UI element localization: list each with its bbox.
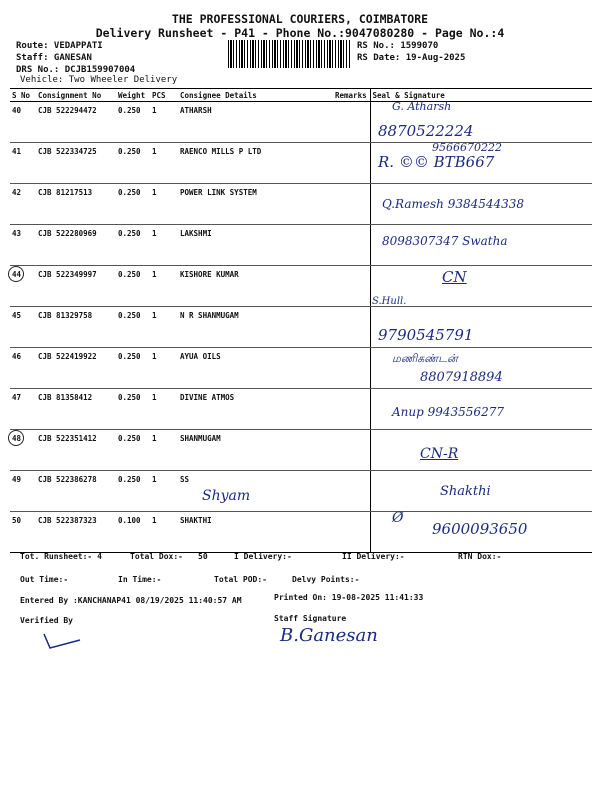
cell-consignment: CJB 522280969: [36, 225, 116, 266]
verified-by-label: Verified By: [20, 616, 73, 625]
row-44-circle-mark: [8, 266, 24, 282]
table-row: [10, 389, 592, 430]
cell-remarks: [333, 266, 370, 307]
route-label: Route: VEDAPPATI: [16, 41, 103, 51]
table-row: [10, 348, 592, 389]
signature-40-name: G. Atharsh: [392, 100, 452, 113]
cell-pcs: 1: [150, 184, 178, 225]
cell-remarks: [333, 225, 370, 266]
cell-consignee: SHANMUGAM: [178, 430, 333, 471]
cell-remarks: [333, 348, 370, 389]
cell-sno: 45: [10, 307, 36, 348]
cell-pcs: 1: [150, 430, 178, 471]
i-delivery: I Delivery:-: [234, 552, 292, 561]
signature-49-shakthi: Shakthi: [440, 484, 491, 499]
cell-pcs: 1: [150, 512, 178, 553]
cell-weight: 0.250: [116, 430, 150, 471]
rs-date: RS Date: 19-Aug-2025: [357, 53, 466, 63]
signature-45-name: S.Hull.: [372, 296, 407, 307]
total-runsheet: Tot. Runsheet:- 4: [20, 552, 102, 561]
header-weight: Weight: [116, 89, 150, 102]
ii-delivery: II Delivery:-: [342, 552, 405, 561]
cell-consignee: AYUA OILS: [178, 348, 333, 389]
cell-pcs: 1: [150, 471, 178, 512]
cell-consignment: CJB 81217513: [36, 184, 116, 225]
cell-consignee: SS: [178, 471, 333, 512]
cell-sno: 41: [10, 143, 36, 184]
cell-consignee: SHAKTHI: [178, 512, 333, 553]
cell-consignee: KISHORE KUMAR: [178, 266, 333, 307]
cell-weight: 0.250: [116, 307, 150, 348]
cell-consignee: RAENCO MILLS P LTD: [178, 143, 333, 184]
table-row: [10, 102, 592, 143]
header-pcs: PCS: [150, 89, 178, 102]
signature-43: 8098307347 Swatha: [382, 234, 508, 248]
cell-consignment: CJB 522334725: [36, 143, 116, 184]
cell-sno: 50: [10, 512, 36, 553]
cell-pcs: 1: [150, 389, 178, 430]
runsheet-subtitle: Delivery Runsheet - P41 - Phone No.:9047080280 - Page No.:4: [95, 26, 505, 40]
drs-label: DRS No.: DCJB159907004: [16, 65, 136, 75]
cell-remarks: [333, 184, 370, 225]
cell-consignment: CJB 522294472: [36, 102, 116, 143]
cell-weight: 0.250: [116, 143, 150, 184]
out-time: Out Time:-: [20, 575, 69, 584]
verified-checkmark: [40, 630, 84, 652]
header-remarks: Remarks: [333, 89, 370, 102]
cell-consignee: ATHARSH: [178, 102, 333, 143]
signature-44: CN: [442, 268, 467, 286]
total-pod: Total POD:-: [214, 575, 267, 584]
cell-remarks: [333, 430, 370, 471]
table-row: [10, 430, 592, 471]
cell-signature: [370, 430, 592, 471]
in-time: In Time:-: [118, 575, 162, 584]
cell-pcs: 1: [150, 225, 178, 266]
table-row: [10, 266, 592, 307]
cell-weight: 0.250: [116, 184, 150, 225]
vehicle-label: Vehicle: Two Wheeler Delivery: [20, 75, 178, 85]
signature-50-mark: Ø: [392, 510, 404, 526]
cell-remarks: [333, 471, 370, 512]
cell-remarks: [333, 307, 370, 348]
header-consignee: Consignee Details: [178, 89, 333, 102]
cell-remarks: [333, 512, 370, 553]
table-row: [10, 471, 592, 512]
signature-42: Q.Ramesh 9384544338: [382, 197, 525, 211]
cell-consignment: CJB 522351412: [36, 430, 116, 471]
cell-consignee: N R SHANMUGAM: [178, 307, 333, 348]
rtn-dox: RTN Dox:-: [458, 552, 502, 561]
table-header-row: [10, 89, 592, 102]
cell-pcs: 1: [150, 348, 178, 389]
cell-pcs: 1: [150, 102, 178, 143]
total-dox-value: 50: [198, 552, 208, 561]
barcode: [228, 40, 350, 68]
cell-consignment: CJB 522386278: [36, 471, 116, 512]
header-sno: S No: [10, 89, 36, 102]
signature-48: CN-R: [420, 446, 459, 462]
cell-sno: 47: [10, 389, 36, 430]
cell-sno: 46: [10, 348, 36, 389]
cell-consignee: POWER LINK SYSTEM: [178, 184, 333, 225]
cell-consignment: CJB 81358412: [36, 389, 116, 430]
signature-40-phone: 8870522224: [378, 122, 474, 140]
company-title: THE PROFESSIONAL COURIERS, COIMBATORE: [171, 12, 429, 26]
cell-remarks: [333, 143, 370, 184]
cell-sno: 42: [10, 184, 36, 225]
cell-sno: 43: [10, 225, 36, 266]
table-row: [10, 307, 592, 348]
delivery-points: Delvy Points:-: [292, 575, 360, 584]
cell-remarks: [333, 102, 370, 143]
entered-by: Entered By :KANCHANAP41 08/19/2025 11:40:57 AM: [20, 596, 242, 605]
signature-45-phone: 9790545791: [378, 326, 474, 344]
cell-sno: 49: [10, 471, 36, 512]
signature-46-name: மணிகண்டன்: [392, 352, 458, 365]
cell-consignment: CJB 81329758: [36, 307, 116, 348]
cell-consignment: CJB 522419922: [36, 348, 116, 389]
runsheet-table: [10, 88, 592, 553]
signature-47: Anup 9943556277: [392, 405, 504, 419]
cell-consignee: LAKSHMI: [178, 225, 333, 266]
staff-label: Staff: GANESAN: [16, 53, 92, 63]
signature-41-phone: 9566670222: [432, 141, 502, 154]
table-row: [10, 143, 592, 184]
cell-weight: 0.250: [116, 266, 150, 307]
cell-remarks: [333, 389, 370, 430]
cell-pcs: 1: [150, 266, 178, 307]
cell-sno: 40: [10, 102, 36, 143]
printed-on: Printed On: 19-08-2025 11:41:33: [274, 593, 424, 602]
cell-weight: 0.250: [116, 225, 150, 266]
cell-weight: 0.250: [116, 471, 150, 512]
total-dox-label: Total Dox:-: [130, 552, 183, 561]
cell-sno: 44: [10, 266, 36, 307]
row-48-circle-mark: [8, 430, 24, 446]
header-consignment: Consignment No: [36, 89, 116, 102]
rs-number: RS No.: 1599070: [357, 41, 439, 51]
cell-weight: 0.250: [116, 348, 150, 389]
staff-signature-label: Staff Signature: [274, 614, 347, 623]
cell-sno: 48: [10, 430, 36, 471]
cell-consignment: CJB 522387323: [36, 512, 116, 553]
cell-pcs: 1: [150, 143, 178, 184]
signature-49-shyam: Shyam: [202, 488, 251, 504]
cell-consignee: DIVINE ATMOS: [178, 389, 333, 430]
signature-46-phone: 8807918894: [420, 370, 503, 385]
staff-signature: B.Ganesan: [280, 625, 378, 646]
cell-consignment: CJB 522349997: [36, 266, 116, 307]
cell-weight: 0.100: [116, 512, 150, 553]
cell-weight: 0.250: [116, 102, 150, 143]
cell-pcs: 1: [150, 307, 178, 348]
cell-weight: 0.250: [116, 389, 150, 430]
signature-41-name: R. ©© BTB667: [378, 153, 495, 171]
header-seal-signature: Seal & Signature: [370, 89, 592, 102]
signature-50-phone: 9600093650: [432, 520, 528, 538]
